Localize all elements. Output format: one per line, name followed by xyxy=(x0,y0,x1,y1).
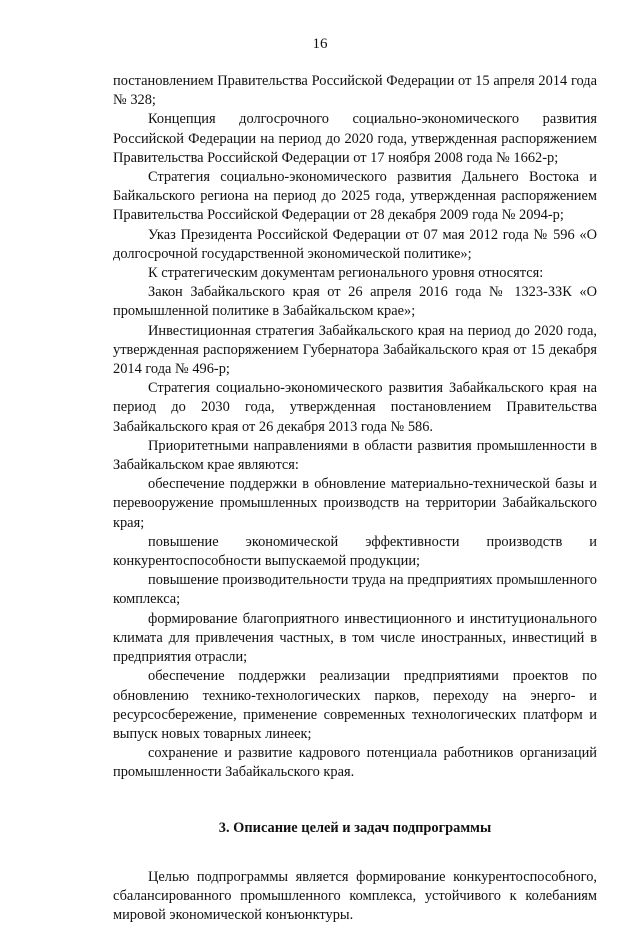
paragraph: Стратегия социально-экономического развития Забайкальского края на период до 2030 года, утвержденная постановлением Правительства Забайкальского края от 26 декабря 2013 года № 586. xyxy=(113,380,597,435)
paragraph: Приоритетными направлениями в области развития промышленности в Забайкальском крае являются: xyxy=(113,437,597,474)
list-item: формирование благоприятного инвестиционного и институционального климата для привлечения частных, в том числе иностранных, инвестиций в предприятия отрасли; xyxy=(113,610,597,666)
document-body xyxy=(113,72,597,925)
section-heading: 3. Описание целей и задач подпрограммы xyxy=(218,819,492,836)
list-item: обеспечение поддержки в обновление материально-технической базы и перевооружение промышленных производств на территории Забайкальского края; xyxy=(113,476,597,531)
list-item: сохранение и развитие кадрового потенциала работников организаций промышленности Забайкальского края. xyxy=(113,745,597,781)
paragraph: Стратегия социально-экономического развития Дальнего Востока и Байкальского региона на период до 2025 года, утвержденная распоряжением Правительства Российской Федерации от 28 декабря 2009 года № 2094-р; xyxy=(113,169,597,224)
page-number: 16 xyxy=(312,36,328,52)
paragraph: Указ Президента Российской Федерации от 07 мая 2012 года № 596 «О долгосрочной государственной экономической политике»; xyxy=(113,226,597,262)
list-item: повышение производительности труда на предприятиях промышленного комплекса; xyxy=(113,572,597,608)
paragraph: Закон Забайкальского края от 26 апреля 2016 года № 1323-ЗЗК «О промышленной политике в Забайкальском крае»; xyxy=(113,284,597,320)
paragraph: К стратегическим документам регионального уровня относятся: xyxy=(148,265,544,282)
list-item: обеспечение поддержки реализации предприятиями проектов по обновлению технико-технологических парков, переходу на энерго- и ресурсосбережение, применение современных технологических платформ и выпуск новых товарных линеек; xyxy=(113,668,597,742)
list-item: повышение экономической эффективности производств и конкурентоспособности выпускаемой продукции; xyxy=(113,533,597,570)
paragraph: Инвестиционная стратегия Забайкальского края на период до 2020 года, утвержденная распоряжением Губернатора Забайкальского края от 15 декабря 2014 года № 496-р; xyxy=(113,322,597,378)
paragraph: Концепция долгосрочного социально-экономического развития Российской Федерации на период до 2020 года, утвержденная распоряжением Правительства Российской Федерации от 17 ноября 2008 года № 1662-р; xyxy=(113,111,597,166)
paragraph: постановлением Правительства Российской Федерации от 15 апреля 2014 года № 328; xyxy=(113,73,597,109)
paragraph: Целью подпрограммы является формирование конкурентоспособного, сбалансированного промышленного комплекса, устойчивого к колебаниям мировой экономической конъюнктуры. xyxy=(113,868,597,924)
